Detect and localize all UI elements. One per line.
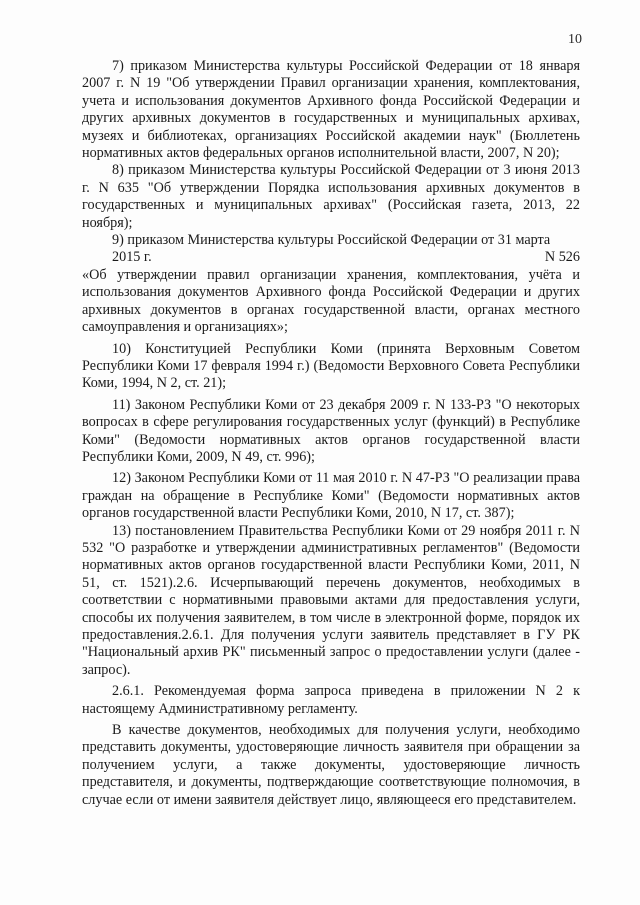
paragraph-item-10: 10) Конституцией Республики Коми (принята Верховным Советом Республики Коми 17 февраля 1994 г.) (Ведомости Верховного Совета Республики Коми, 1994, N 2, ст. 21); xyxy=(82,340,580,392)
item-9-date: 2015 г. xyxy=(112,249,152,266)
page-number: 10 xyxy=(568,32,582,47)
paragraph-item-9 xyxy=(82,232,580,336)
paragraph-item-13: 13) постановлением Правительства Республики Коми от 29 ноября 2011 г. N 532 "О разработке и утверждении административных регламентов" (Ведомости нормативных актов органов государственной власти Республики Коми, 2011, N 51, ст. 1521).2.6. Исчерпывающий перечень документов, необходимых в соответствии с нормативными правовыми актами для предоставления услуги, способы их получения заявителем, в том числе в электронной форме, порядок их предоставления.2.6.1. Для получения услуги заявитель представляет в ГУ РК "Национальный архив РК" письменный запрос о предоставлении услуги (далее - запрос). xyxy=(82,522,580,678)
document-body xyxy=(82,58,580,809)
item-9-title: «Об утверждении правил организации хранения, комплектования, учёта и использования документов Архивного фонда Российской Федерации и других архивных документов в органах государственной власти, органах местного самоуправления и организациях»; xyxy=(82,266,580,336)
paragraph-required-documents: В качестве документов, необходимых для получения услуги, необходимо представить документы, удостоверяющие личность заявителя при обращении за получением услуги, а также документы, удостоверяющие личность представителя, и документы, подтверждающие соответствующие полномочия, в случае если от имени заявителя действует лицо, являющееся его представителем. xyxy=(82,722,580,808)
item-9-line-2 xyxy=(82,249,580,266)
item-9-number: N 526 xyxy=(544,249,580,266)
item-9-line-1: 9) приказом Министерства культуры Российской Федерации от 31 марта xyxy=(112,232,551,249)
paragraph-item-12: 12) Законом Республики Коми от 11 мая 2010 г. N 47-РЗ "О реализации права граждан на обращение в Республике Коми" (Ведомости нормативных актов органов государственной власти Республики Коми, 2010, N 17, ст. 387); xyxy=(82,470,580,522)
paragraph-item-11: 11) Законом Республики Коми от 23 декабря 2009 г. N 133-РЗ "О некоторых вопросах в сфере регулирования государственных услуг (функций) в Республике Коми" (Ведомости нормативных актов органов государственной власти Республики Коми, 2009, N 49, ст. 996); xyxy=(82,396,580,465)
paragraph-item-7: 7) приказом Министерства культуры Российской Федерации от 18 января 2007 г. N 19 "Об утверждении Правил организации хранения, комплектования, учета и использования документов Архивного фонда Российской Федерации и других архивных документов в государственных и муниципальных архивах, музеях и библиотеках, организациях Российской академии наук" (Бюллетень нормативных актов федеральных органов исполнительной власти, 2007, N 20); xyxy=(82,58,580,162)
paragraph-item-8: 8) приказом Министерства культуры Российской Федерации от 3 июня 2013 г. N 635 "Об утверждении Порядка использования архивных документов в государственных и муниципальных архивах" (Российская газета, 2013, 22 ноября); xyxy=(82,162,580,231)
paragraph-2-6-1: 2.6.1. Рекомендуемая форма запроса приведена в приложении N 2 к настоящему Административному регламенту. xyxy=(82,683,580,717)
